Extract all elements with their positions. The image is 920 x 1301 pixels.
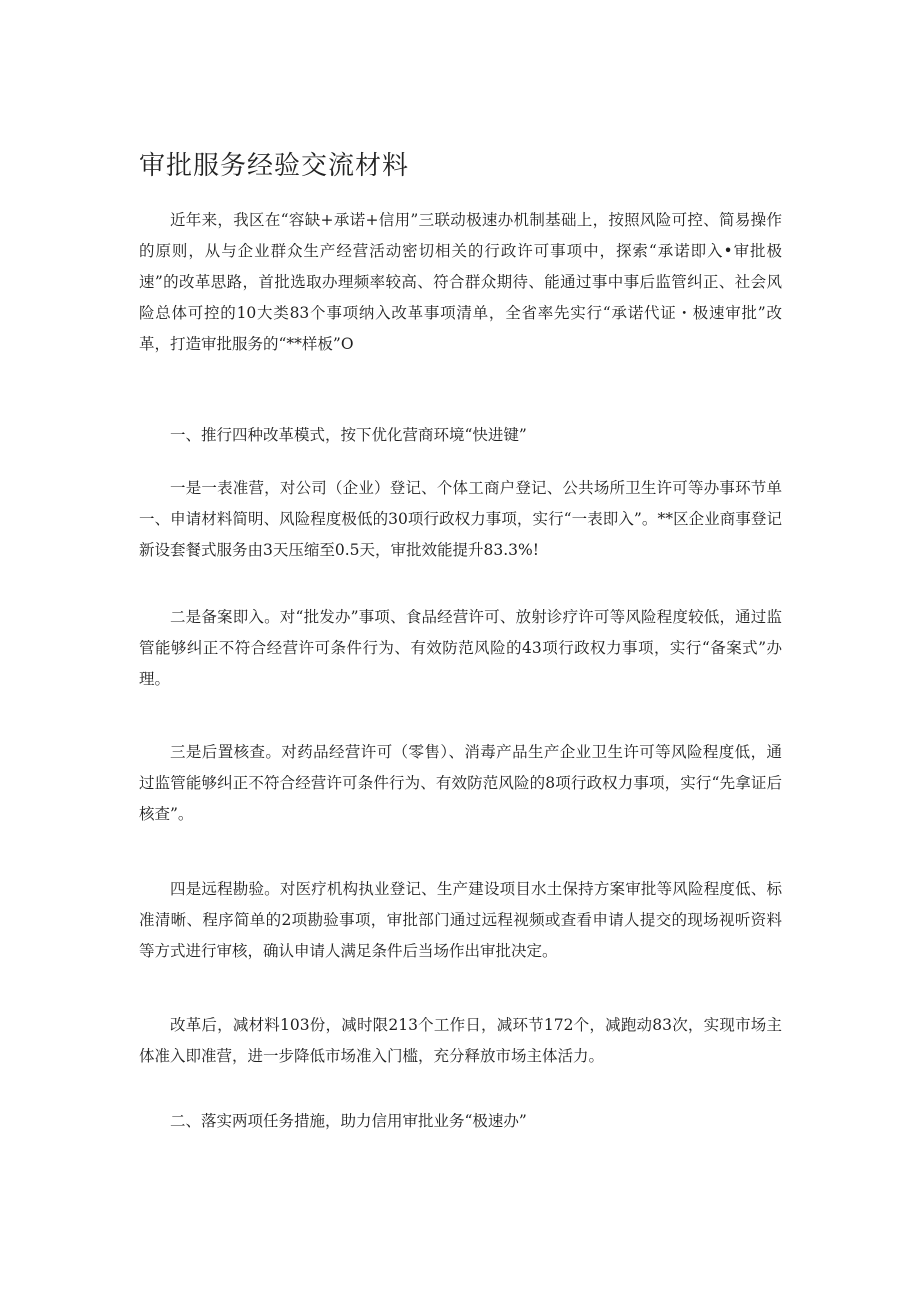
reform-item-4: 四是远程勘验。对医疗机构执业登记、生产建设项目水土保持方案审批等风险程度低、标准清晰、程序简单的2项勘验事项，审批部门通过远程视频或查看申请人提交的现场视听资料等方式进行审核，确认申请人满足条件后当场作出审批决定。 [139, 880, 782, 960]
reform-item-2: 二是备案即入。对“批发办”事项、食品经营许可、放射诊疗许可等风险程度较低，通过监管能够纠正不符合经营许可条件行为、有效防范风险的43项行政权力事项，实行“备案式”办理。 [139, 608, 782, 688]
reform-item-1: 一是一表准营，对公司（企业）登记、个体工商户登记、公共场所卫生许可等办事环节单一、申请材料简明、风险程度极低的30项行政权力事项，实行“一表即入”。**区企业商事登记新设套餐式服务由3天压缩至0.5天，审批效能提升83.3%! [139, 479, 782, 559]
result-paragraph: 改革后，减材料103份，减时限213个工作日，减环节172个，减跑动83次，实现市场主体准入即准营，进一步降低市场准入门槛，充分释放市场主体活力。 [139, 1016, 782, 1065]
section-heading-2: 二、落实两项任务措施，助力信用审批业务“极速办” [170, 1112, 527, 1130]
reform-item-3: 三是后置核查。对药品经营许可（零售）、消毒产品生产企业卫生许可等风险程度低，通过监管能够纠正不符合经营许可条件行为、有效防范风险的8项行政权力事项，实行“先拿证后核查”。 [139, 743, 782, 823]
section-heading-1: 一、推行四种改革模式，按下优化营商环境“快进键” [170, 426, 527, 444]
document-title: 审批服务经验交流材料 [139, 151, 410, 181]
intro-paragraph: 近年来，我区在“容缺+承诺+信用”三联动极速办机制基础上，按照风险可控、简易操作的原则，从与企业群众生产经营活动密切相关的行政许可事项中，探索“承诺即入•审批极速”的改革思路，首批选取办理频率较高、符合群众期待、能通过事中事后监管纠正、社会风险总体可控的10大类83个事项纳入改革事项清单，全省率先实行“承诺代证・极速审批”改革，打造审批服务的“**样板”O [139, 211, 782, 353]
